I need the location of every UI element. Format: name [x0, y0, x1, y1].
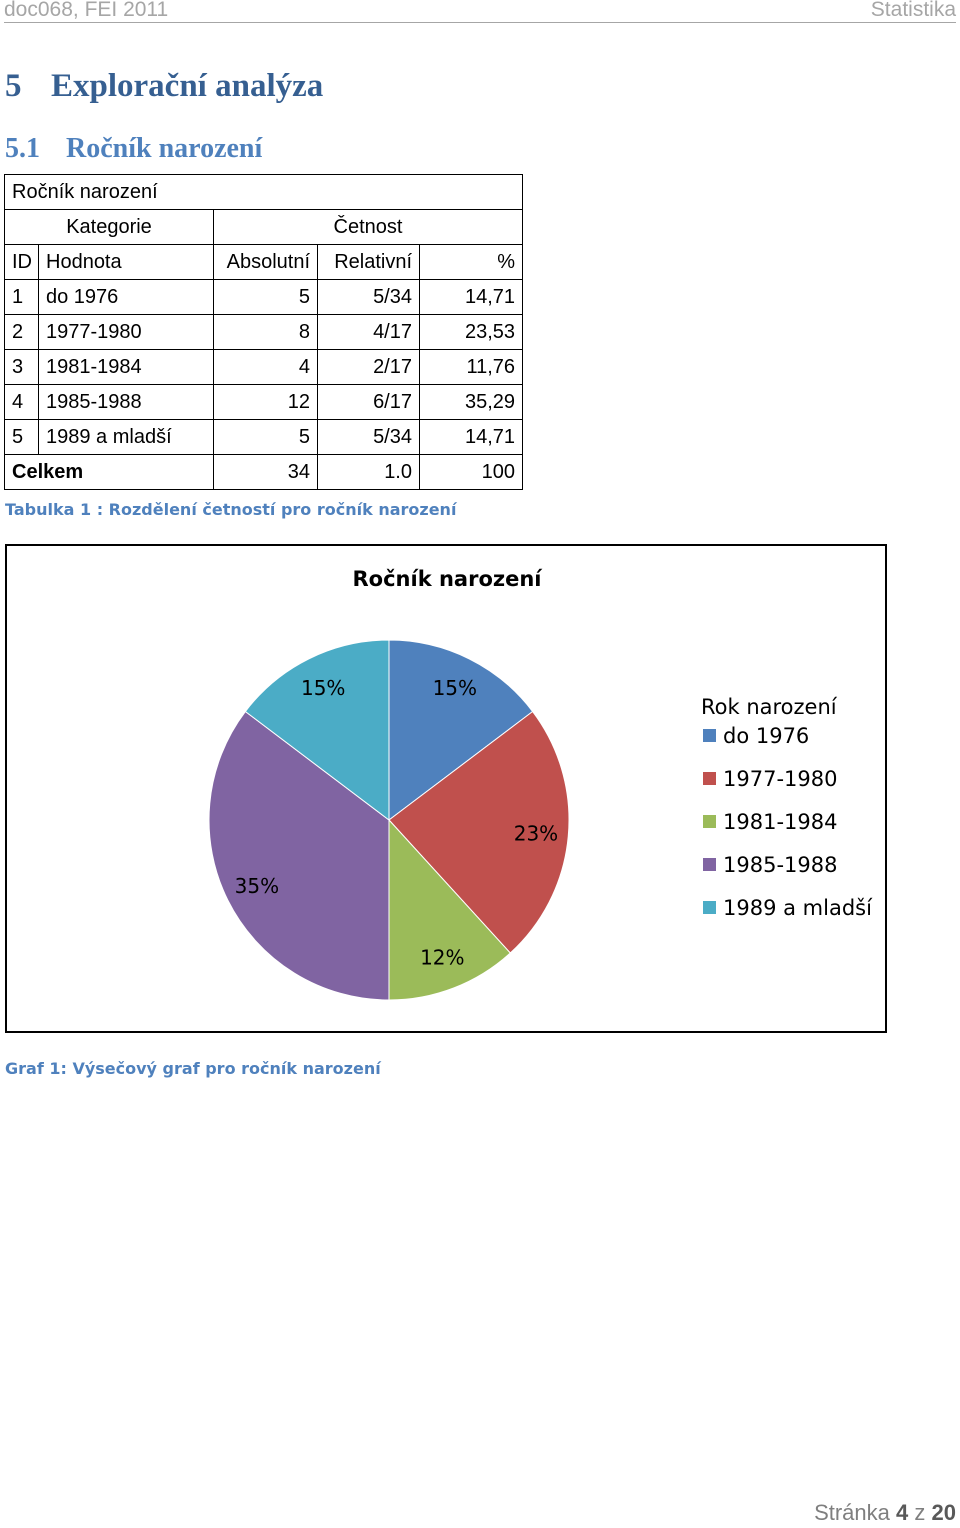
cell-relative: 6/17 — [318, 385, 420, 420]
cell-percent: 14,71 — [420, 420, 523, 455]
header-document-id: doc068, FEI 2011 — [4, 0, 169, 21]
pie-label-5: 15% — [300, 675, 346, 700]
legend-label-3: 1981-1984 — [723, 810, 838, 834]
section-title: Explorační analýza — [51, 68, 324, 104]
chart-title: Ročník narození — [352, 567, 542, 591]
column-header-row — [5, 245, 523, 280]
pie-label-1: 15% — [432, 675, 478, 700]
pie-label-4: 35% — [234, 873, 280, 898]
cell-percent: 35,29 — [420, 385, 523, 420]
cell-relative: 4/17 — [318, 315, 420, 350]
cell-absolute: 8 — [214, 315, 318, 350]
legend-label-2: 1977-1980 — [723, 767, 838, 791]
subsection-heading — [5, 133, 262, 165]
legend-label-5: 1989 a mladší — [723, 896, 872, 920]
subsection-title: Ročník narození — [66, 133, 263, 164]
table-row — [5, 315, 523, 350]
cell-relative: 5/34 — [318, 280, 420, 315]
table-row — [5, 420, 523, 455]
column-header: Absolutní — [214, 245, 318, 280]
table-row — [5, 385, 523, 420]
section-number: 5 — [5, 68, 22, 104]
cell-absolute: 12 — [214, 385, 318, 420]
legend-title: Rok narození — [701, 695, 837, 719]
cell-relative: 5/34 — [318, 420, 420, 455]
cell-value: 1977-1980 — [39, 315, 214, 350]
legend-swatch-3 — [703, 815, 716, 828]
cell-absolute: 4 — [214, 350, 318, 385]
cell-id: 3 — [5, 350, 39, 385]
legend-swatch-2 — [703, 772, 716, 785]
section-heading — [5, 68, 323, 105]
cell-relative: 2/17 — [318, 350, 420, 385]
cell-percent: 23,53 — [420, 315, 523, 350]
cell-percent: 11,76 — [420, 350, 523, 385]
table-row — [5, 350, 523, 385]
total-label: Celkem — [5, 455, 214, 490]
cell-absolute: 5 — [214, 420, 318, 455]
table-caption: Tabulka 1 : Rozdělení četností pro ročník narození — [5, 500, 457, 519]
current-page: 4 — [896, 1500, 909, 1525]
column-header: % — [420, 245, 523, 280]
chart-legend — [701, 695, 873, 920]
cell-value: 1985-1988 — [39, 385, 214, 420]
total-percent: 100 — [420, 455, 523, 490]
cell-id: 5 — [5, 420, 39, 455]
column-header: Relativní — [318, 245, 420, 280]
table-row — [5, 280, 523, 315]
pie-slices — [209, 640, 569, 1000]
total-relative: 1.0 — [318, 455, 420, 490]
footer-prefix: Stránka — [814, 1500, 890, 1525]
total-row — [5, 455, 523, 490]
column-header: ID — [5, 245, 39, 280]
total-pages: 20 — [931, 1500, 956, 1525]
cell-id: 1 — [5, 280, 39, 315]
total-absolute: 34 — [214, 455, 318, 490]
group-header-frequency: Četnost — [214, 210, 523, 245]
table-title: Ročník narození — [5, 175, 523, 210]
group-header-category: Kategorie — [5, 210, 214, 245]
cell-value: 1989 a mladší — [39, 420, 214, 455]
pie-label-3: 12% — [420, 945, 465, 970]
legend-swatch-1 — [703, 729, 716, 742]
legend-label-4: 1985-1988 — [723, 853, 838, 877]
page-footer — [814, 1500, 956, 1526]
cell-id: 4 — [5, 385, 39, 420]
legend-swatch-4 — [703, 858, 716, 871]
cell-value: do 1976 — [39, 280, 214, 315]
legend-label-1: do 1976 — [723, 724, 810, 748]
pie-chart-canvas — [7, 546, 885, 1031]
cell-value: 1981-1984 — [39, 350, 214, 385]
frequency-table — [4, 174, 523, 490]
cell-id: 2 — [5, 315, 39, 350]
legend-swatch-5 — [703, 901, 716, 914]
pie-chart — [5, 544, 887, 1033]
cell-percent: 14,71 — [420, 280, 523, 315]
column-header: Hodnota — [39, 245, 214, 280]
header-subject: Statistika — [870, 0, 956, 21]
subsection-number: 5.1 — [5, 133, 40, 164]
chart-caption: Graf 1: Výsečový graf pro ročník narození — [5, 1059, 381, 1078]
pie-label-2: 23% — [513, 821, 559, 846]
cell-absolute: 5 — [214, 280, 318, 315]
footer-separator: z — [914, 1500, 926, 1525]
header-rule — [4, 22, 956, 23]
